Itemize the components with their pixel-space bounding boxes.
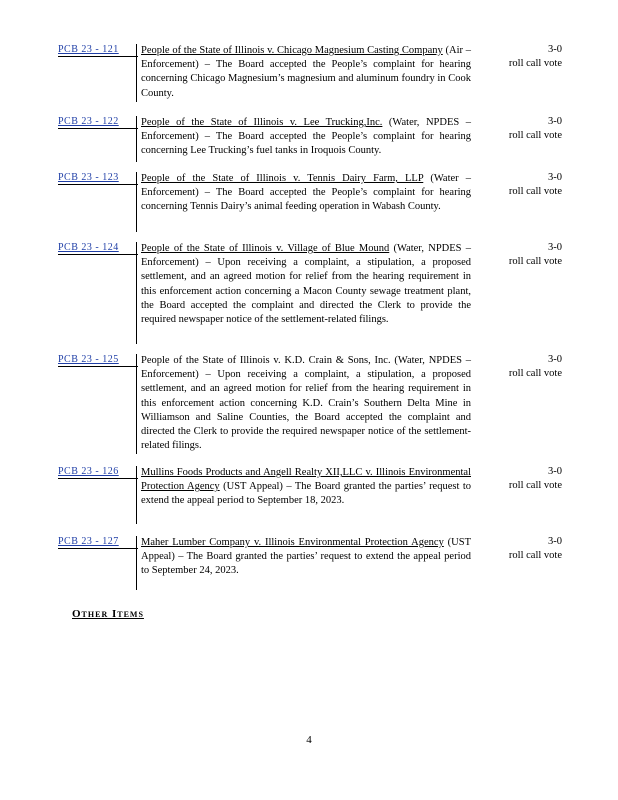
vote-count: 3-0 (548, 172, 562, 183)
row-underline (58, 184, 138, 185)
vote-label: roll call vote (508, 368, 562, 379)
case-number-link[interactable]: PCB 23 - 126 (58, 466, 119, 477)
column-divider (136, 44, 137, 102)
vote-count: 3-0 (548, 242, 562, 253)
vote-label: roll call vote (508, 256, 562, 267)
item-description: Maher Lumber Company v. Illinois Environmental Protection Agency (UST Appeal) – The Board granted the parties’ request to extend the appeal period to September 24, 2023. (141, 537, 471, 577)
column-divider (136, 466, 137, 524)
vote-label: roll call vote (508, 58, 562, 69)
item-description: Mullins Foods Products and Angell Realty XII,LLC v. Illinois Environmental Protection Agency (UST Appeal) – The Board granted the parties’ request to extend the appeal period to September 18, 2023. (141, 467, 471, 507)
case-number-link[interactable]: PCB 23 - 125 (58, 354, 119, 365)
vote-count: 3-0 (548, 44, 562, 55)
column-divider (136, 172, 137, 232)
column-divider (136, 242, 137, 344)
row-underline (58, 128, 138, 129)
column-divider (136, 536, 137, 590)
case-number-link[interactable]: PCB 23 - 127 (58, 536, 119, 547)
case-number-link[interactable]: PCB 23 - 124 (58, 242, 119, 253)
vote-label: roll call vote (508, 130, 562, 141)
column-divider (136, 116, 137, 162)
vote-label: roll call vote (508, 550, 562, 561)
vote-count: 3-0 (548, 116, 562, 127)
row-underline (58, 478, 138, 479)
row-underline (58, 56, 138, 57)
vote-label: roll call vote (508, 186, 562, 197)
section-heading: Other Items (72, 608, 144, 620)
row-underline (58, 366, 138, 367)
item-description: People of the State of Illinois v. Lee Trucking,Inc. (Water, NPDES – Enforcement) – The Board accepted the People’s complaint for hearing concerning Lee Trucking’s fuel tanks in Iroquois County. (141, 117, 471, 157)
vote-label: roll call vote (508, 480, 562, 491)
row-underline (58, 548, 138, 549)
page-number: 4 (306, 734, 312, 746)
case-number-link[interactable]: PCB 23 - 123 (58, 172, 119, 183)
column-divider (136, 354, 137, 454)
vote-count: 3-0 (548, 354, 562, 365)
row-underline (58, 254, 138, 255)
case-number-link[interactable]: PCB 23 - 121 (58, 44, 119, 55)
vote-count: 3-0 (548, 466, 562, 477)
item-description: People of the State of Illinois v. Chicago Magnesium Casting Company (Air – Enforcement) – The Board accepted the People’s complaint for hearing concerning Chicago Magnesium’s magnesium and aluminum foundry in Cook County. (141, 45, 471, 99)
item-description: People of the State of Illinois v. Village of Blue Mound (Water, NPDES – Enforcement) – Upon receiving a complaint, a stipulation, a proposed settlement, and an agreed motion for relief from the hearing requirement in this enforcement action concerning a Macon County sewage treatment plant, the Board accepted the complaint and directed the Clerk to provide the required newspaper notice of the settlement-related filings. (141, 243, 472, 326)
item-description: People of the State of Illinois v. K.D. Crain & Sons, Inc. (Water, NPDES – Enforcement) – Upon receiving a complaint, a stipulation, a proposed settlement, and an agreed motion for relief from the hearing requirement in this enforcement action concerning K.D. Crain’s Southern Delta Mine in Williamson and Saline Counties, the Board accepted the complaint and directed the Clerk to provide the required newspaper notice of the settlement-related filings. (141, 355, 471, 452)
case-number-link[interactable]: PCB 23 - 122 (58, 116, 119, 127)
item-description: People of the State of Illinois v. Tennis Dairy Farm, LLP (Water – Enforcement) – The Board accepted the People’s complaint for hearing concerning Tennis Dairy’s animal feeding operation in Wabash County. (141, 173, 471, 213)
vote-count: 3-0 (548, 536, 562, 547)
